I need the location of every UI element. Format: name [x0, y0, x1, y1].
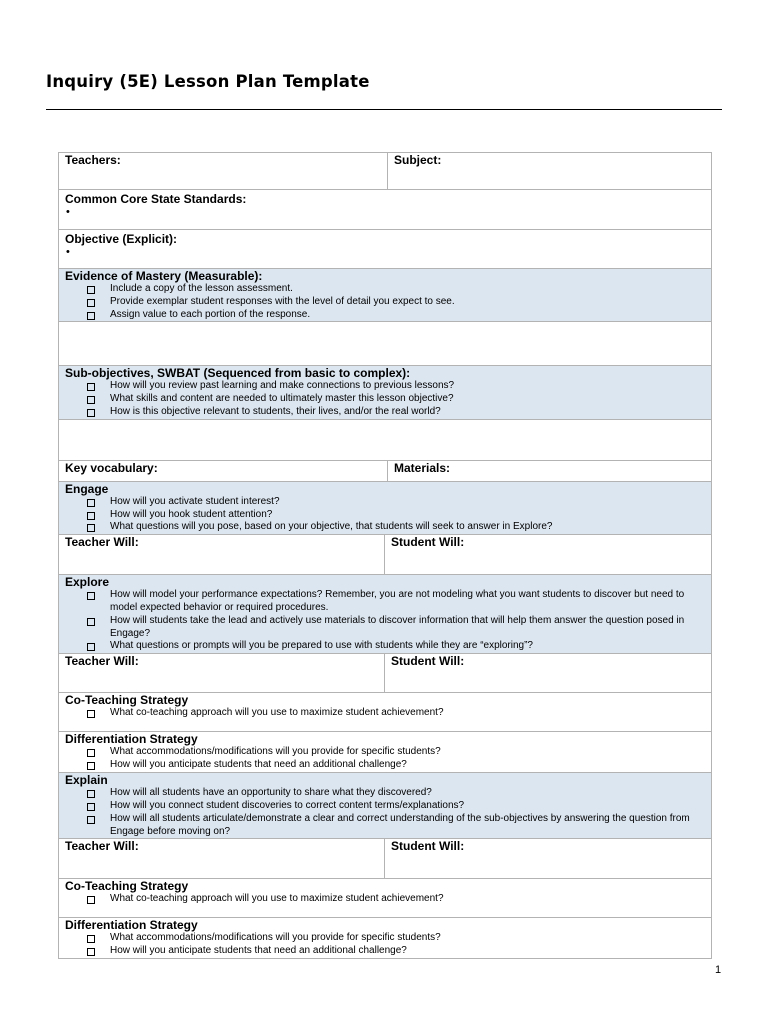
objective-label: Objective (Explicit):	[65, 232, 178, 246]
checklist-item: How will all students articulate/demonstrate a clear and correct understanding of the sub-objectives by answering the question from Engage before moving on?	[87, 813, 705, 839]
checklist-item: How will you review past learning and make connections to previous lessons?	[87, 380, 705, 393]
standards-label: Common Core State Standards:	[65, 192, 247, 206]
lesson-plan-table	[58, 152, 712, 959]
explore-cell	[59, 575, 712, 654]
checklist-item: How will you anticipate students that need an additional challenge?	[87, 759, 705, 772]
checklist-item: How will you anticipate students that need an additional challenge?	[87, 945, 705, 958]
checklist-item: What questions or prompts will you be prepared to use with students while they are “exploring”?	[87, 640, 705, 653]
objective-bullet: •	[66, 246, 70, 258]
vocab-materials-row	[59, 460, 712, 481]
explore-header: Explore	[65, 575, 110, 590]
subobjectives-header: Sub-objectives, SWBAT (Sequenced from basic to complex):	[65, 366, 411, 381]
explain-differentiation-row	[59, 918, 712, 959]
explore-differentiation-cell[interactable]	[59, 732, 712, 773]
teachers-cell[interactable]	[59, 153, 388, 190]
subobjectives-row	[59, 366, 712, 419]
explain-teacher-will-cell[interactable]	[59, 839, 385, 879]
explain-coteaching-cell[interactable]	[59, 879, 712, 918]
evidence-cell	[59, 269, 712, 322]
teachers-label: Teachers:	[65, 153, 121, 167]
engage-teacher-student-row	[59, 535, 712, 575]
explore-coteaching-cell[interactable]	[59, 693, 712, 732]
evidence-response-cell[interactable]	[59, 322, 712, 366]
engage-student-will-cell[interactable]	[385, 535, 712, 575]
student-will-label: Student Will:	[391, 535, 465, 550]
explore-coteaching-row	[59, 693, 712, 732]
checklist-item: How will students take the lead and actively use materials to discover information that will help them answer the question posed in Engage?	[87, 615, 705, 641]
explore-teacher-will-cell[interactable]	[59, 654, 385, 693]
engage-row	[59, 481, 712, 534]
checklist-item: How is this objective relevant to students, their lives, and/or the real world?	[87, 406, 705, 419]
student-will-label: Student Will:	[391, 654, 465, 669]
explore-teacher-student-row	[59, 654, 712, 693]
explain-teacher-student-row	[59, 839, 712, 879]
engage-cell	[59, 481, 712, 534]
coteaching-header: Co-Teaching Strategy	[65, 693, 189, 708]
engage-header: Engage	[65, 481, 109, 496]
standards-cell[interactable]	[59, 190, 712, 230]
explain-cell	[59, 773, 712, 839]
subject-label: Subject:	[394, 153, 442, 167]
explain-header: Explain	[65, 773, 108, 788]
page-title: Inquiry (5E) Lesson Plan Template	[46, 72, 370, 91]
checklist-item: How will model your performance expectations? Remember, you are not modeling what you want students to discover but need to model expected behavior or required procedures.	[87, 589, 705, 615]
teacher-will-label: Teacher Will:	[65, 839, 139, 854]
teacher-will-label: Teacher Will:	[65, 654, 139, 669]
engage-teacher-will-cell[interactable]	[59, 535, 385, 575]
teacher-will-label: Teacher Will:	[65, 535, 139, 550]
checklist-item: What accommodations/modifications will you provide for specific students?	[87, 746, 705, 759]
explain-coteaching-row	[59, 879, 712, 918]
checklist-item: How will all students have an opportunity to share what they discovered?	[87, 787, 705, 800]
explain-differentiation-cell[interactable]	[59, 918, 712, 959]
standards-bullet: •	[66, 206, 70, 218]
key-vocabulary-label: Key vocabulary:	[65, 460, 158, 475]
standards-row	[59, 190, 712, 230]
coteaching-header: Co-Teaching Strategy	[65, 879, 189, 894]
explore-differentiation-row	[59, 732, 712, 773]
page-number: 1	[715, 964, 722, 976]
explain-student-will-cell[interactable]	[385, 839, 712, 879]
checklist-item: What co-teaching approach will you use to maximize student achievement?	[87, 707, 705, 720]
checklist-item: What skills and content are needed to ultimately master this lesson objective?	[87, 393, 705, 406]
explore-row	[59, 575, 712, 654]
checklist-item: What questions will you pose, based on your objective, that students will seek to answer in Explore?	[87, 521, 705, 534]
checklist-item: What accommodations/modifications will you provide for specific students?	[87, 932, 705, 945]
checklist-item: How will you hook student attention?	[87, 509, 705, 522]
materials-cell[interactable]	[388, 460, 712, 481]
title-divider	[46, 109, 722, 110]
explore-student-will-cell[interactable]	[385, 654, 712, 693]
objective-row	[59, 230, 712, 269]
teachers-subject-row	[59, 153, 712, 190]
checklist-item: What co-teaching approach will you use to maximize student achievement?	[87, 893, 705, 906]
subobjectives-response-row	[59, 419, 712, 460]
checklist-item: Include a copy of the lesson assessment.	[87, 283, 705, 296]
differentiation-header: Differentiation Strategy	[65, 918, 198, 933]
checklist-item: How will you connect student discoveries to correct content terms/explanations?	[87, 800, 705, 813]
materials-label: Materials:	[394, 460, 451, 475]
key-vocabulary-cell[interactable]	[59, 460, 388, 481]
evidence-row	[59, 269, 712, 322]
differentiation-header: Differentiation Strategy	[65, 732, 198, 747]
checklist-item: Provide exemplar student responses with the level of detail you expect to see.	[87, 296, 705, 309]
checklist-item: How will you activate student interest?	[87, 496, 705, 509]
student-will-label: Student Will:	[391, 839, 465, 854]
explain-row	[59, 773, 712, 839]
objective-cell[interactable]	[59, 230, 712, 269]
evidence-header: Evidence of Mastery (Measurable):	[65, 269, 263, 283]
subobjectives-response-cell[interactable]	[59, 419, 712, 460]
checklist-item: Assign value to each portion of the response.	[87, 309, 705, 322]
subobjectives-cell	[59, 366, 712, 419]
subject-cell[interactable]	[388, 153, 712, 190]
evidence-response-row	[59, 322, 712, 366]
